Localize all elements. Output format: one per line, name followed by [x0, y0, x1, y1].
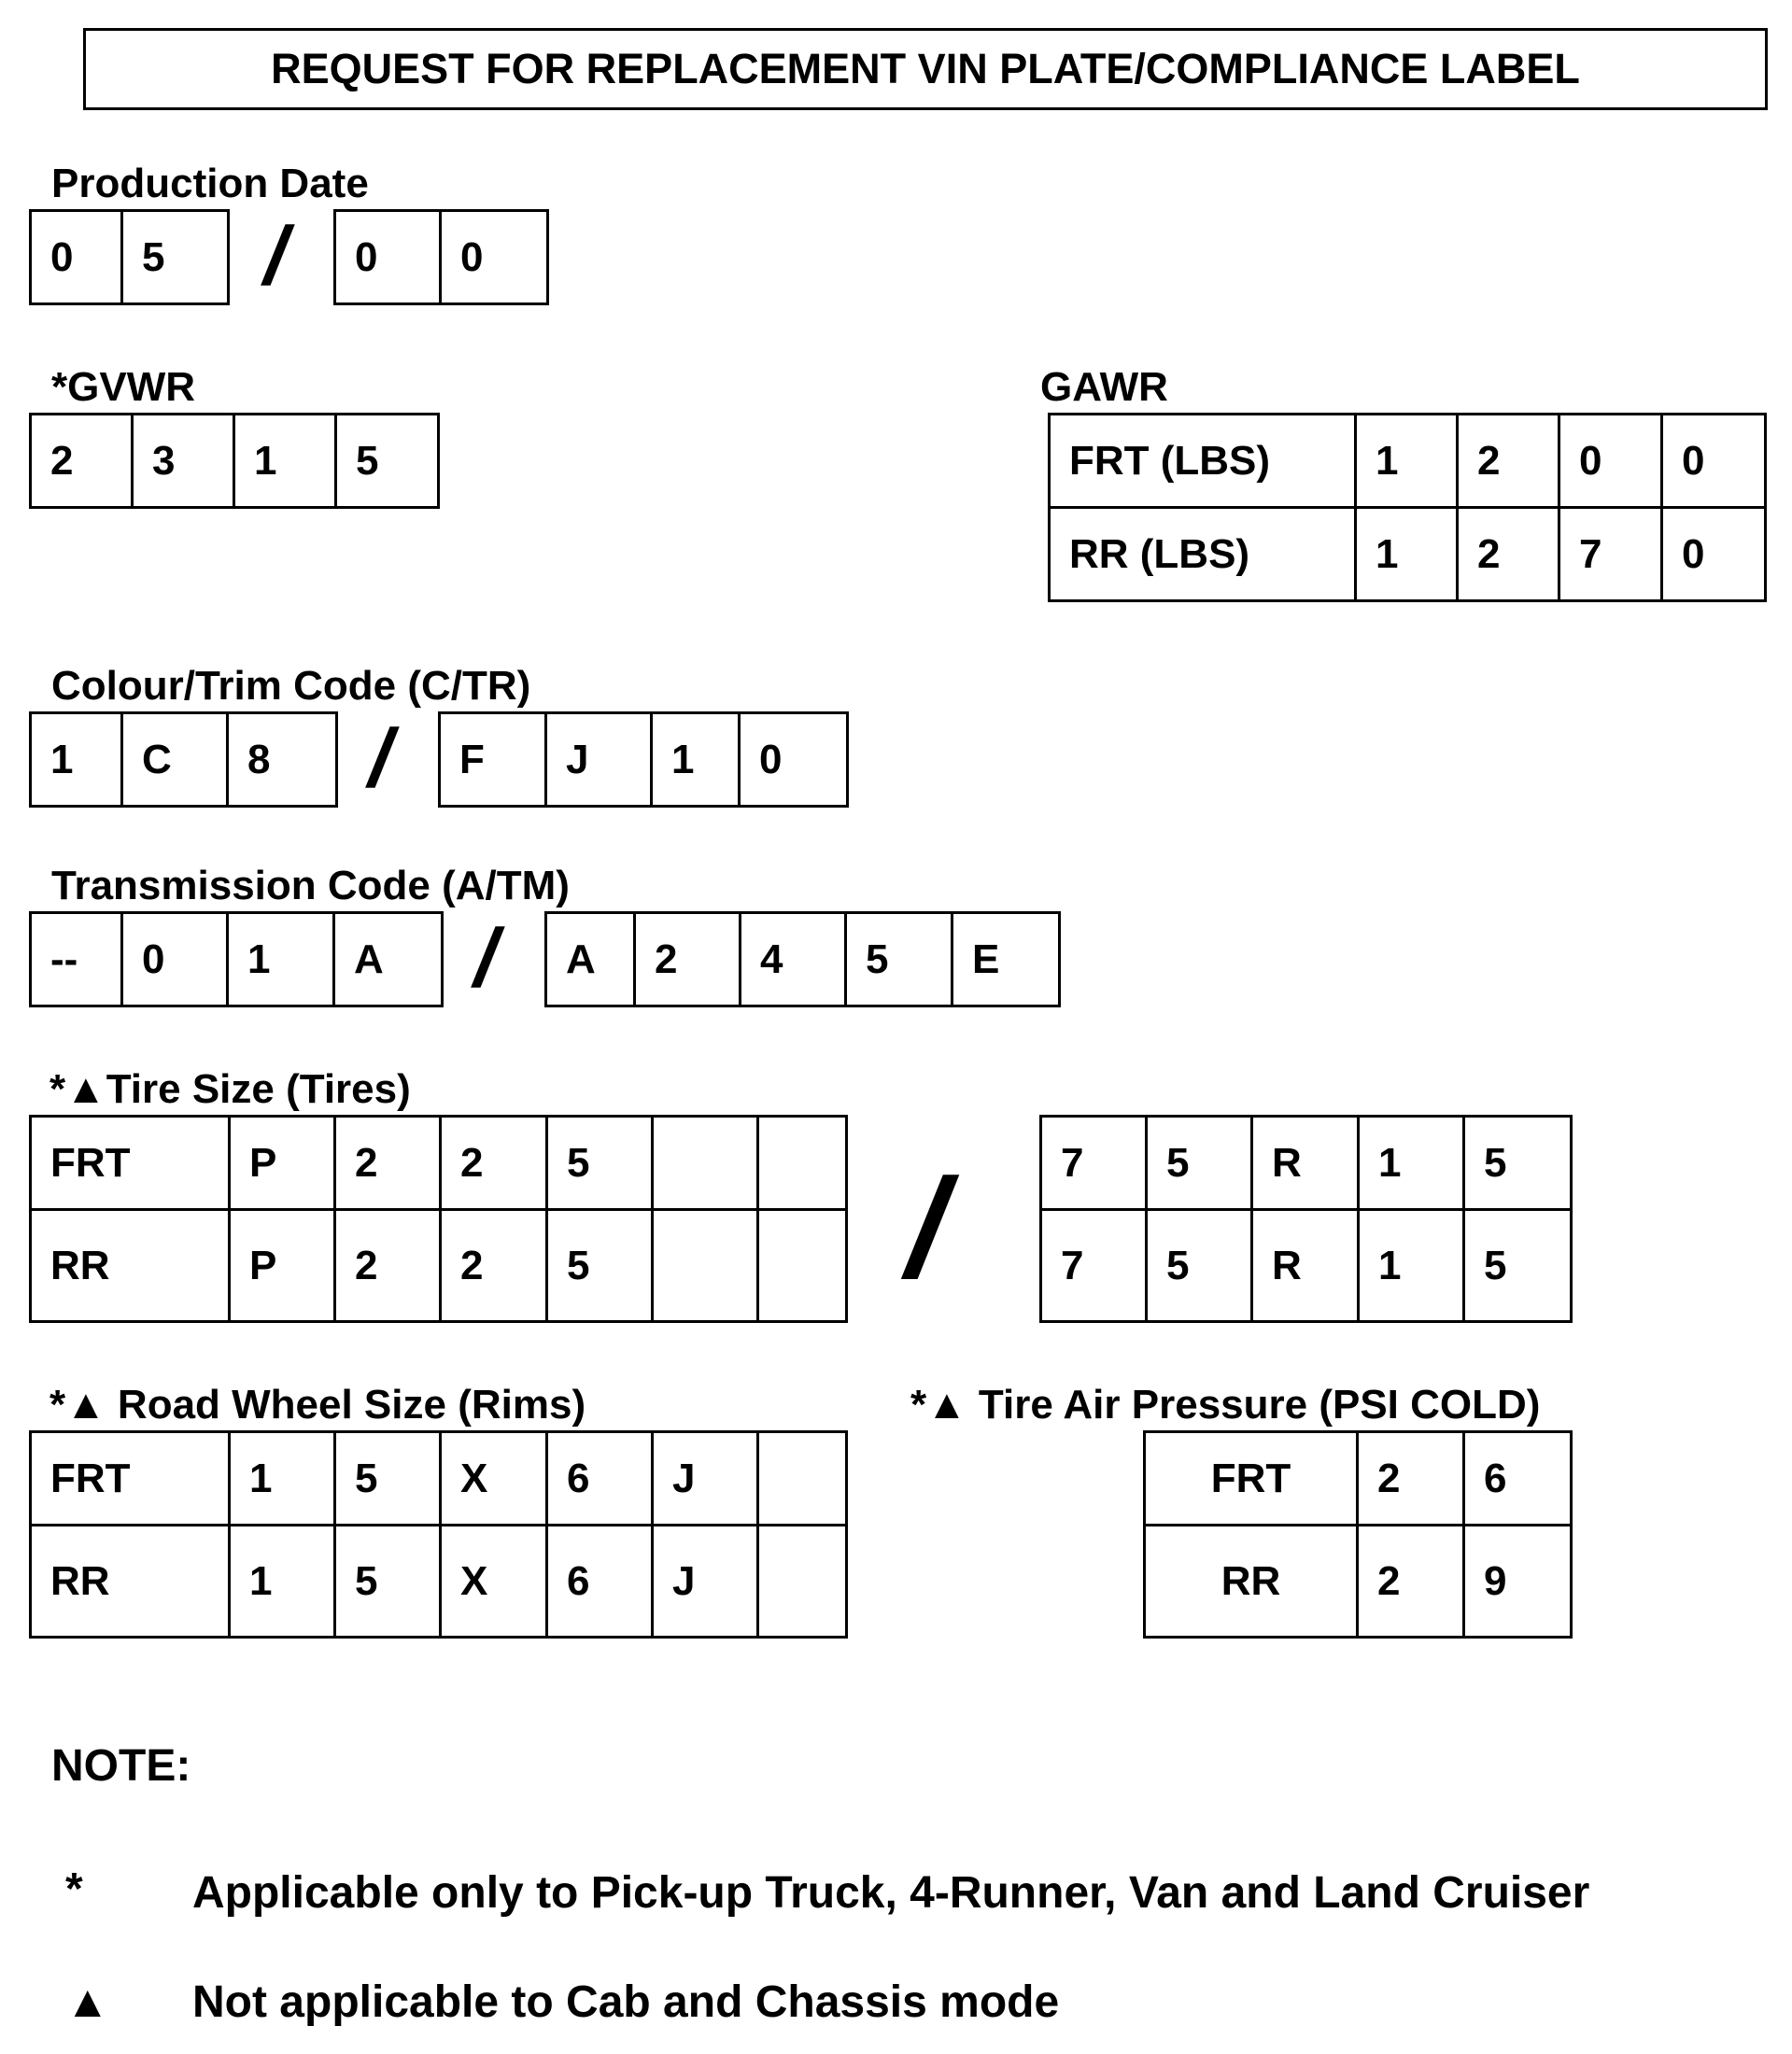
gawr-row-rear	[1050, 508, 1766, 601]
trim-code-char: 1	[652, 713, 740, 807]
tire-pressure-row-rear	[1145, 1526, 1572, 1638]
tire-size-char: 5	[1147, 1210, 1252, 1322]
colour-code-char: C	[122, 713, 228, 807]
road-wheel-char: J	[653, 1526, 758, 1638]
tire-size-separator: /	[894, 1149, 967, 1306]
tire-size-char: R	[1252, 1117, 1359, 1210]
road-wheel-row-front	[31, 1432, 847, 1526]
tire-pressure-digit: 9	[1464, 1526, 1572, 1638]
tire-size-char: P	[230, 1210, 335, 1322]
gvwr-digit: 1	[234, 415, 336, 508]
trim-code-char: J	[546, 713, 652, 807]
asterisk-marker: *	[49, 1066, 66, 1112]
gawr-digit: 0	[1662, 415, 1766, 508]
gawr-digit: 2	[1458, 415, 1559, 508]
tire-pressure-table	[1143, 1430, 1573, 1639]
road-wheel-char: 6	[547, 1432, 653, 1526]
road-wheel-label-text: Road Wheel Size (Rims)	[106, 1382, 586, 1428]
transmission-char: 0	[122, 913, 228, 1006]
production-date-separator: /	[256, 209, 300, 302]
tire-size-char: 2	[335, 1210, 441, 1322]
transmission-char: 5	[846, 913, 952, 1006]
tire-size-char: 5	[1464, 1117, 1572, 1210]
tire-size-char: 2	[441, 1210, 547, 1322]
tire-size-char: P	[230, 1117, 335, 1210]
trim-code-char: F	[440, 713, 546, 807]
road-wheel-char: X	[441, 1526, 547, 1638]
transmission-char: 4	[741, 913, 846, 1006]
tire-size-char	[653, 1117, 758, 1210]
road-wheel-char: 5	[335, 1432, 441, 1526]
tire-size-char: 1	[1359, 1210, 1464, 1322]
note-item-text: Applicable only to Pick-up Truck, 4-Runner, Van and Land Cruiser	[192, 1868, 1590, 1918]
gawr-digit: 2	[1458, 508, 1559, 601]
production-date-label: Production Date	[51, 161, 369, 206]
production-date-year-boxes	[333, 209, 549, 305]
road-wheel-char: 5	[335, 1526, 441, 1638]
road-wheel-char: 1	[230, 1526, 335, 1638]
tire-size-right-table	[1039, 1115, 1573, 1323]
tire-pressure-digit: 2	[1358, 1432, 1464, 1526]
production-date-digit: 0	[31, 211, 122, 304]
gawr-digit: 7	[1559, 508, 1662, 601]
transmission-right-boxes	[544, 911, 1061, 1007]
asterisk-icon: *	[65, 1864, 83, 1914]
transmission-char: A	[546, 913, 635, 1006]
production-date-month-boxes	[29, 209, 230, 305]
road-wheel-char: X	[441, 1432, 547, 1526]
road-wheel-row-name: FRT	[31, 1432, 230, 1526]
road-wheel-label	[49, 1382, 586, 1428]
tire-size-row-rear	[31, 1210, 847, 1322]
tire-pressure-row-front	[1145, 1432, 1572, 1526]
tire-size-char: 7	[1041, 1117, 1147, 1210]
tire-size-label	[49, 1066, 411, 1112]
gawr-table	[1048, 413, 1767, 602]
colour-code-char: 1	[31, 713, 122, 807]
tire-size-char: 5	[547, 1117, 653, 1210]
gawr-digit: 0	[1662, 508, 1766, 601]
gvwr-digit: 3	[133, 415, 234, 508]
gawr-row-front	[1050, 415, 1766, 508]
trim-code-boxes	[438, 711, 849, 808]
gawr-digit: 1	[1356, 508, 1458, 601]
tire-size-row-front-right	[1041, 1117, 1572, 1210]
asterisk-marker: *	[910, 1382, 927, 1428]
note-heading: NOTE:	[51, 1741, 191, 1791]
tire-pressure-row-name: FRT	[1145, 1432, 1358, 1526]
transmission-char: A	[334, 913, 443, 1006]
tire-size-char	[758, 1210, 847, 1322]
tire-size-row-rear-right	[1041, 1210, 1572, 1322]
triangle-icon: ▲	[65, 1977, 110, 2027]
transmission-char: E	[952, 913, 1060, 1006]
form-title-text: REQUEST FOR REPLACEMENT VIN PLATE/COMPLIANCE LABEL	[271, 45, 1580, 92]
gvwr-digit: 2	[31, 415, 133, 508]
transmission-char: --	[31, 913, 122, 1006]
tire-size-label-text: Tire Size (Tires)	[106, 1066, 411, 1112]
transmission-char: 1	[228, 913, 334, 1006]
transmission-label: Transmission Code (A/TM)	[51, 863, 570, 908]
production-date-digit: 0	[441, 211, 548, 304]
asterisk-marker: *	[49, 1382, 66, 1428]
road-wheel-row-rear	[31, 1526, 847, 1638]
gvwr-label: *GVWR	[51, 364, 195, 410]
tire-size-char	[653, 1210, 758, 1322]
tire-pressure-row-name: RR	[1145, 1526, 1358, 1638]
gvwr-digit: 5	[336, 415, 439, 508]
tire-size-char: 2	[441, 1117, 547, 1210]
colour-code-char: 8	[228, 713, 337, 807]
tire-size-char	[758, 1117, 847, 1210]
gawr-digit: 0	[1559, 415, 1662, 508]
tire-size-char: 2	[335, 1117, 441, 1210]
transmission-separator: /	[466, 911, 510, 1004]
tire-pressure-digit: 6	[1464, 1432, 1572, 1526]
tire-pressure-digit: 2	[1358, 1526, 1464, 1638]
tire-size-row-name: RR	[31, 1210, 230, 1322]
tire-size-char: 1	[1359, 1117, 1464, 1210]
tire-size-row-front	[31, 1117, 847, 1210]
tire-size-char: 5	[1464, 1210, 1572, 1322]
tire-pressure-label-text: Tire Air Pressure (PSI COLD)	[967, 1382, 1541, 1428]
road-wheel-table	[29, 1430, 848, 1639]
transmission-left-boxes	[29, 911, 444, 1007]
note-item-text: Not applicable to Cab and Chassis mode	[192, 1977, 1060, 2027]
tire-pressure-label	[910, 1382, 1541, 1428]
colour-trim-label: Colour/Trim Code (C/TR)	[51, 663, 531, 709]
road-wheel-char: J	[653, 1432, 758, 1526]
tire-size-char: 5	[1147, 1117, 1252, 1210]
road-wheel-char	[758, 1432, 847, 1526]
road-wheel-char: 6	[547, 1526, 653, 1638]
colour-code-boxes	[29, 711, 338, 808]
tire-size-char: 7	[1041, 1210, 1147, 1322]
gawr-row-name: RR (LBS)	[1050, 508, 1356, 601]
form-title	[83, 28, 1768, 110]
triangle-icon: ▲	[926, 1382, 967, 1428]
road-wheel-char	[758, 1526, 847, 1638]
gawr-row-name: FRT (LBS)	[1050, 415, 1356, 508]
production-date-digit: 0	[335, 211, 441, 304]
gvwr-boxes	[29, 413, 440, 509]
gawr-label: GAWR	[1040, 364, 1168, 410]
trim-code-char: 0	[740, 713, 848, 807]
gawr-digit: 1	[1356, 415, 1458, 508]
triangle-icon: ▲	[65, 1066, 106, 1112]
tire-size-char: R	[1252, 1210, 1359, 1322]
tire-size-char: 5	[547, 1210, 653, 1322]
road-wheel-row-name: RR	[31, 1526, 230, 1638]
transmission-char: 2	[635, 913, 741, 1006]
production-date-digit: 5	[122, 211, 229, 304]
tire-size-row-name: FRT	[31, 1117, 230, 1210]
tire-size-left-table	[29, 1115, 848, 1323]
colour-trim-separator: /	[360, 711, 404, 804]
triangle-icon: ▲	[65, 1382, 106, 1428]
road-wheel-char: 1	[230, 1432, 335, 1526]
